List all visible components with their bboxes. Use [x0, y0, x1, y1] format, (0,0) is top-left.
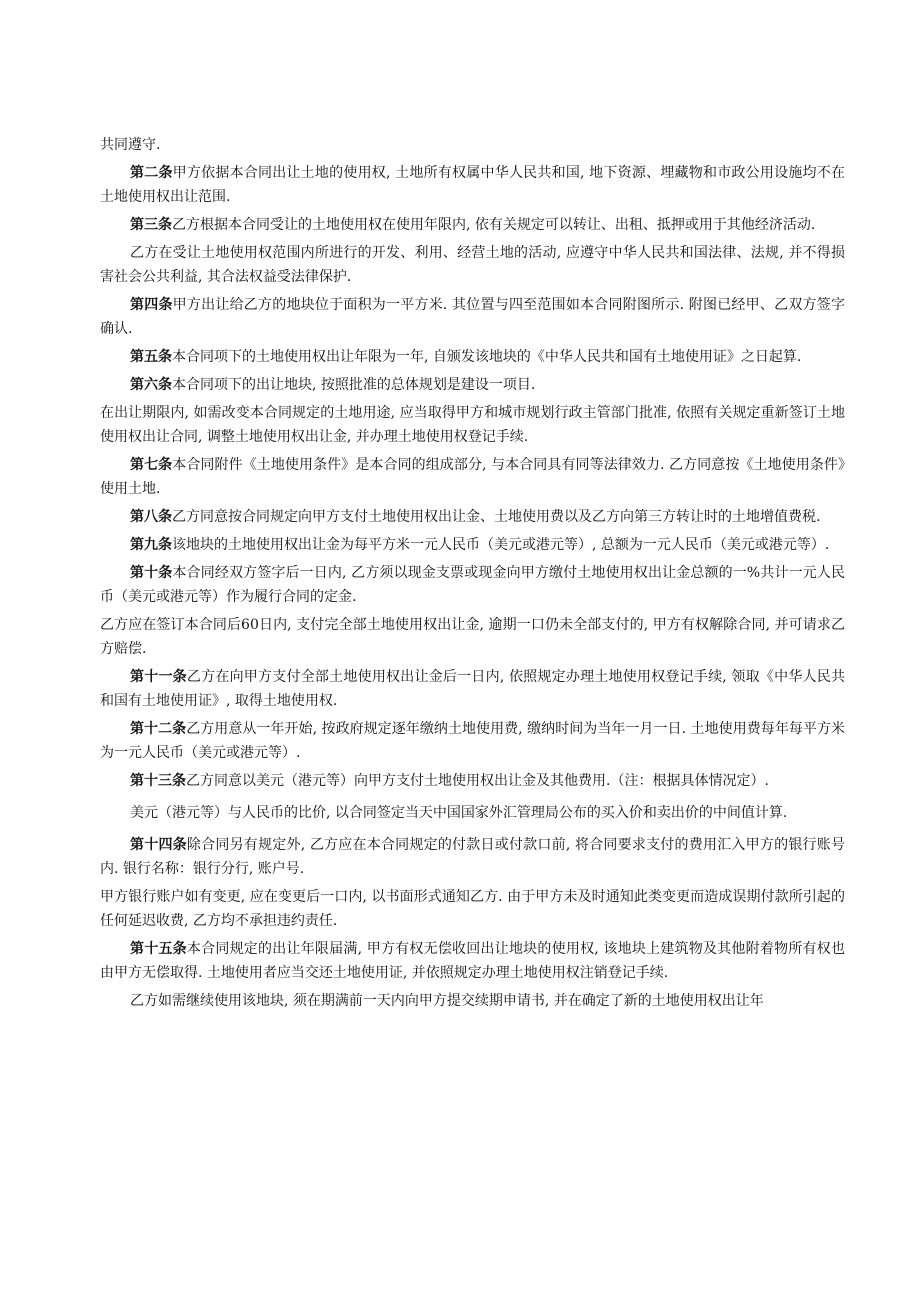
- paragraph-text: 本合同经双方签字后一日内, 乙方须以现金支票或现金向甲方缴付土地使用权出让金总额的一%共计一元人民币（美元或港元等）作为履行合同的定金.: [100, 565, 846, 605]
- contract-paragraph: [100, 833, 845, 881]
- contract-paragraph: [100, 717, 845, 765]
- contract-paragraph: [100, 241, 845, 289]
- paragraph-text: 乙方应在签订本合同后60日内, 支付完全部土地使用权出让金, 逾期一口仍未全部支付的, 甲方有权解除合同, 并可请求乙方赔偿.: [100, 617, 845, 657]
- contract-paragraph: [100, 797, 845, 829]
- contract-paragraph: [100, 769, 845, 793]
- contract-paragraph: [100, 989, 845, 1013]
- contract-paragraph: [100, 213, 845, 237]
- paragraph-text: 美元（港元等）与人民币的比价, 以合同签定当天中国国家外汇管理局公布的买入价和卖出价的中间值计算.: [130, 805, 788, 821]
- contract-paragraph: [100, 885, 845, 933]
- article-heading: 第十条: [130, 565, 173, 581]
- paragraph-text: 乙方在受让土地使用权范围内所进行的开发、利用、经营土地的活动, 应遵守中华人民共和国法律、法规, 并不得损害社会公共利益, 其合法权益受法律保护.: [100, 245, 845, 285]
- contract-paragraph: [100, 505, 845, 529]
- contract-paragraph: [100, 293, 845, 341]
- article-heading: 第八条: [130, 509, 172, 525]
- article-heading: 第十五条: [130, 941, 187, 957]
- paragraph-text: 共同遵守.: [100, 137, 161, 153]
- paragraph-text: 在出让期限内, 如需改变本合同规定的土地用途, 应当取得甲方和城市规划行政主管部门批准, 依照有关规定重新签订土地使用权出让合同, 调整土地使用权出让金, 并办理土地使用权登记手续.: [100, 405, 845, 445]
- contract-paragraph: [100, 533, 845, 557]
- article-heading: 第三条: [130, 217, 172, 233]
- contract-paragraph: [100, 345, 845, 369]
- paragraph-text: 本合同项下的出让地块, 按照批准的总体规划是建设一项目.: [172, 377, 536, 393]
- article-heading: 第七条: [130, 457, 173, 473]
- contract-paragraph: [100, 401, 845, 449]
- paragraph-text: 本合同规定的出让年限届满, 甲方有权无偿收回出让地块的使用权, 该地块上建筑物及其他附着物所有权也由甲方无偿取得. 土地使用者应当交还土地使用证, 并依照规定办理土地使用权注销登记手续.: [100, 941, 845, 981]
- article-heading: 第十二条: [130, 721, 187, 737]
- paragraph-text: 甲方依据本合同出让土地的使用权, 土地所有权属中华人民共和国, 地下资源、埋藏物和市政公用设施均不在土地使用权出让范围.: [100, 165, 845, 205]
- article-heading: 第二条: [130, 165, 173, 181]
- article-heading: 第四条: [130, 297, 173, 313]
- article-heading: 第五条: [130, 349, 172, 365]
- contract-paragraph: [100, 937, 845, 985]
- paragraph-text: 乙方同意按合同规定向甲方支付土地使用权出让金、土地使用费以及乙方向第三方转让时的土地增值费税.: [172, 509, 821, 525]
- article-heading: 第十一条: [130, 669, 187, 685]
- contract-paragraph: [100, 665, 845, 713]
- paragraph-text: 甲方出让给乙方的地块位于面积为一平方米. 其位置与四至范围如本合同附图所示. 附图已经甲、乙双方签字确认.: [100, 297, 845, 337]
- article-heading: 第六条: [130, 377, 172, 393]
- contract-page: [100, 133, 845, 1017]
- contract-paragraph: [100, 161, 845, 209]
- paragraph-text: 除合同另有规定外, 乙方应在本合同规定的付款日或付款口前, 将合同要求支付的费用汇入甲方的银行账号内. 银行名称：银行分行, 账户号.: [100, 837, 845, 877]
- contract-paragraph: [100, 373, 845, 397]
- article-heading: 第十三条: [130, 773, 186, 789]
- paragraph-text: 乙方根据本合同受让的土地使用权在使用年限内, 依有关规定可以转让、出租、抵押或用于其他经济活动.: [172, 217, 816, 233]
- contract-paragraph: [100, 133, 845, 157]
- paragraph-text: 该地块的土地使用权出让金为每平方米一元人民币（美元或港元等）, 总额为一元人民币（美元或港元等）.: [172, 537, 830, 553]
- paragraph-text: 乙方同意以美元（港元等）向甲方支付土地使用权出让金及其他费用.（注：根据具体情况定）.: [186, 773, 769, 789]
- contract-paragraph: [100, 453, 845, 501]
- paragraph-text: 乙方如需继续使用该地块, 须在期满前一天内向甲方提交续期申请书, 并在确定了新的土地使用权出让年: [130, 993, 764, 1009]
- paragraph-text: 乙方用意从一年开始, 按政府规定逐年缴纳土地使用费, 缴纳时间为当年一月一日. 土地使用费每年每平方米为一元人民币（美元或港元等）.: [100, 721, 846, 761]
- paragraph-text: 本合同项下的土地使用权出让年限为一年, 自颁发该地块的《中华人民共和国有土地使用证》之日起算.: [172, 349, 802, 365]
- paragraph-text: 乙方在向甲方支付全部土地使用权出让金后一日内, 依照规定办理土地使用权登记手续, 领取《中华人民共和国有土地使用证》, 取得土地使用权.: [100, 669, 845, 709]
- contract-paragraph: [100, 613, 845, 661]
- contract-paragraph: [100, 561, 845, 609]
- article-heading: 第九条: [130, 537, 172, 553]
- paragraph-text: 本合同附件《土地使用条件》是本合同的组成部分, 与本合同具有同等法律效力. 乙方同意按《土地使用条件》使用土地.: [100, 457, 845, 497]
- paragraph-text: 甲方银行账户如有变更, 应在变更后一口内, 以书面形式通知乙方. 由于甲方未及时通知此类变更而造成误期付款所引起的任何延迟收费, 乙方均不承担违约责任.: [100, 889, 845, 929]
- article-heading: 第十四条: [130, 837, 187, 853]
